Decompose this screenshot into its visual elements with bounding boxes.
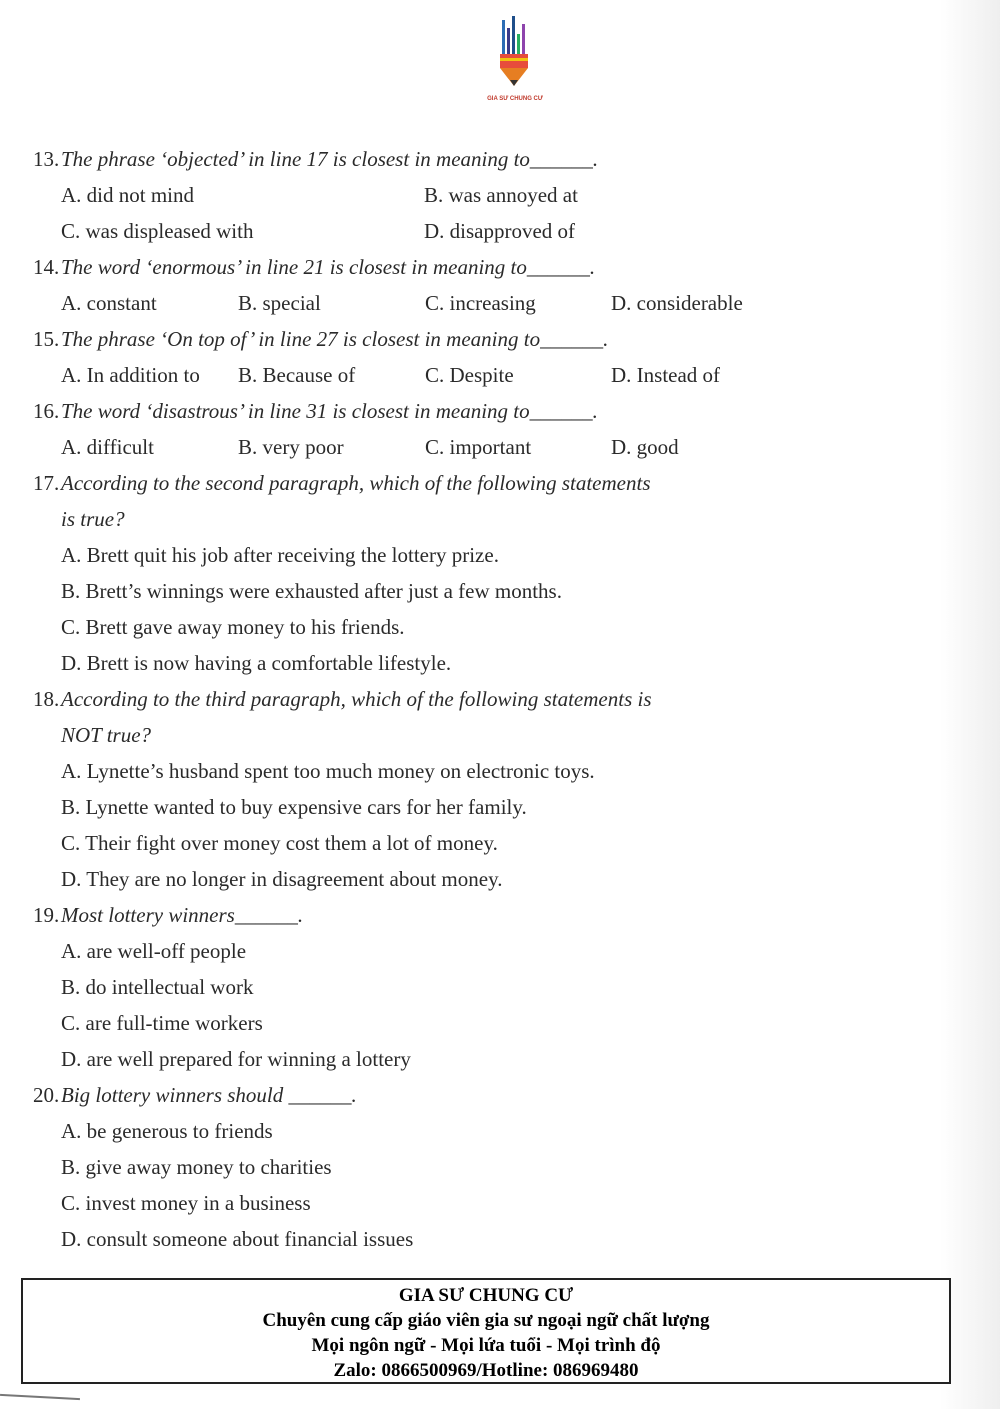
answer-option[interactable]: A. constant	[61, 291, 157, 315]
footer-contact: Zalo: 0866500969/Hotline: 086969480	[333, 1360, 639, 1381]
question-18	[33, 681, 833, 897]
options-row	[33, 429, 833, 465]
logo-text: GIA SƯ CHUNG CƯ	[487, 96, 543, 102]
footer-audience: Mọi ngôn ngữ - Mọi lứa tuổi - Mọi trình độ	[311, 1335, 661, 1356]
options-row	[33, 285, 833, 321]
options-row	[33, 357, 833, 393]
options-row	[33, 609, 833, 645]
question-stem: NOT true?	[61, 723, 152, 747]
options-row	[33, 177, 833, 213]
question-number: 17.	[33, 471, 60, 495]
question-stem: The phrase ‘objected’ in line 17 is closest in meaning to______.	[61, 147, 599, 171]
answer-option[interactable]: A. Lynette’s husband spent too much money on electronic toys.	[61, 759, 595, 783]
answer-option[interactable]: C. are full-time workers	[61, 1011, 263, 1035]
answer-option[interactable]: C. Brett gave away money to his friends.	[61, 615, 405, 639]
options-row	[33, 861, 833, 897]
answer-option[interactable]: B. do intellectual work	[61, 975, 254, 999]
options-row	[33, 645, 833, 681]
footer-tagline: Chuyên cung cấp giáo viên gia sư ngoại ngữ chất lượng	[262, 1310, 710, 1331]
answer-option[interactable]: C. was displeased with	[61, 219, 254, 243]
question-stem: According to the third paragraph, which of the following statements is	[61, 687, 652, 711]
question-stem: is true?	[61, 507, 125, 531]
question-stem: The word ‘enormous’ in line 21 is closest in meaning to______.	[61, 255, 596, 279]
question-number: 16.	[33, 399, 60, 423]
options-row	[33, 1041, 833, 1077]
options-row	[33, 933, 833, 969]
answer-option[interactable]: D. Brett is now having a comfortable lifestyle.	[61, 651, 452, 675]
page-edge-shadow	[940, 0, 1000, 1409]
question-stem: The word ‘disastrous’ in line 31 is closest in meaning to______.	[61, 399, 598, 423]
question-number: 15.	[33, 327, 60, 351]
answer-option[interactable]: A. are well-off people	[61, 939, 247, 963]
question-15	[33, 321, 833, 393]
options-row	[33, 1185, 833, 1221]
pencil-chart-icon	[488, 14, 542, 94]
answer-option[interactable]: B. give away money to charities	[61, 1155, 332, 1179]
options-row	[33, 753, 833, 789]
options-row	[33, 1221, 833, 1257]
question-stem: Most lottery winners______.	[61, 903, 304, 927]
answer-option[interactable]: B. Because of	[238, 363, 356, 387]
answer-option[interactable]: D. consult someone about financial issues	[61, 1227, 414, 1251]
question-number: 19.	[33, 903, 60, 927]
question-number: 20.	[33, 1083, 60, 1107]
options-row	[33, 1005, 833, 1041]
answer-option[interactable]: B. Lynette wanted to buy expensive cars for her family.	[61, 795, 527, 819]
answer-option[interactable]: A. be generous to friends	[61, 1119, 273, 1143]
answer-option[interactable]: D. Instead of	[611, 363, 721, 387]
question-16	[33, 393, 833, 465]
question-number: 13.	[33, 147, 60, 171]
answer-option[interactable]: A. did not mind	[61, 183, 195, 207]
answer-option[interactable]: A. difficult	[61, 435, 154, 459]
options-row	[33, 789, 833, 825]
options-row	[33, 213, 833, 249]
question-14	[33, 249, 833, 321]
options-row	[33, 969, 833, 1005]
question-number: 14.	[33, 255, 60, 279]
scan-artifact	[0, 1394, 80, 1400]
answer-option[interactable]: C. Their fight over money cost them a lot of money.	[61, 831, 498, 855]
question-20	[33, 1077, 833, 1257]
answer-option[interactable]: D. are well prepared for winning a lottery	[61, 1047, 411, 1071]
answer-option[interactable]: C. increasing	[425, 291, 536, 315]
answer-option[interactable]: D. They are no longer in disagreement about money.	[61, 867, 503, 891]
answer-option[interactable]: A. Brett quit his job after receiving the lottery prize.	[61, 543, 499, 567]
answer-option[interactable]: C. important	[425, 435, 532, 459]
question-stem: According to the second paragraph, which of the following statements	[61, 471, 651, 495]
answer-option[interactable]: A. In addition to	[61, 363, 200, 387]
options-row	[33, 1149, 833, 1185]
question-stem: The phrase ‘On top of’ in line 27 is closest in meaning to______.	[61, 327, 609, 351]
answer-option[interactable]: C. Despite	[425, 363, 514, 387]
options-row	[33, 537, 833, 573]
question-list	[33, 141, 833, 1257]
answer-option[interactable]: D. considerable	[611, 291, 743, 315]
answer-option[interactable]: B. very poor	[238, 435, 344, 459]
question-number: 18.	[33, 687, 60, 711]
question-13	[33, 141, 833, 249]
answer-option[interactable]: D. disapproved of	[424, 219, 576, 243]
options-row	[33, 825, 833, 861]
question-19	[33, 897, 833, 1077]
answer-option[interactable]: C. invest money in a business	[61, 1191, 311, 1215]
question-stem: Big lottery winners should ______.	[61, 1083, 357, 1107]
answer-option[interactable]: B. Brett’s winnings were exhausted after just a few months.	[61, 579, 562, 603]
answer-option[interactable]: B. special	[238, 291, 321, 315]
answer-option[interactable]: B. was annoyed at	[424, 183, 578, 207]
footer-title: GIA SƯ CHUNG CƯ	[398, 1285, 574, 1306]
options-row	[33, 573, 833, 609]
footer-contact-box	[21, 1278, 951, 1384]
brand-logo	[470, 14, 560, 110]
question-17	[33, 465, 833, 681]
options-row	[33, 1113, 833, 1149]
answer-option[interactable]: D. good	[611, 435, 679, 459]
